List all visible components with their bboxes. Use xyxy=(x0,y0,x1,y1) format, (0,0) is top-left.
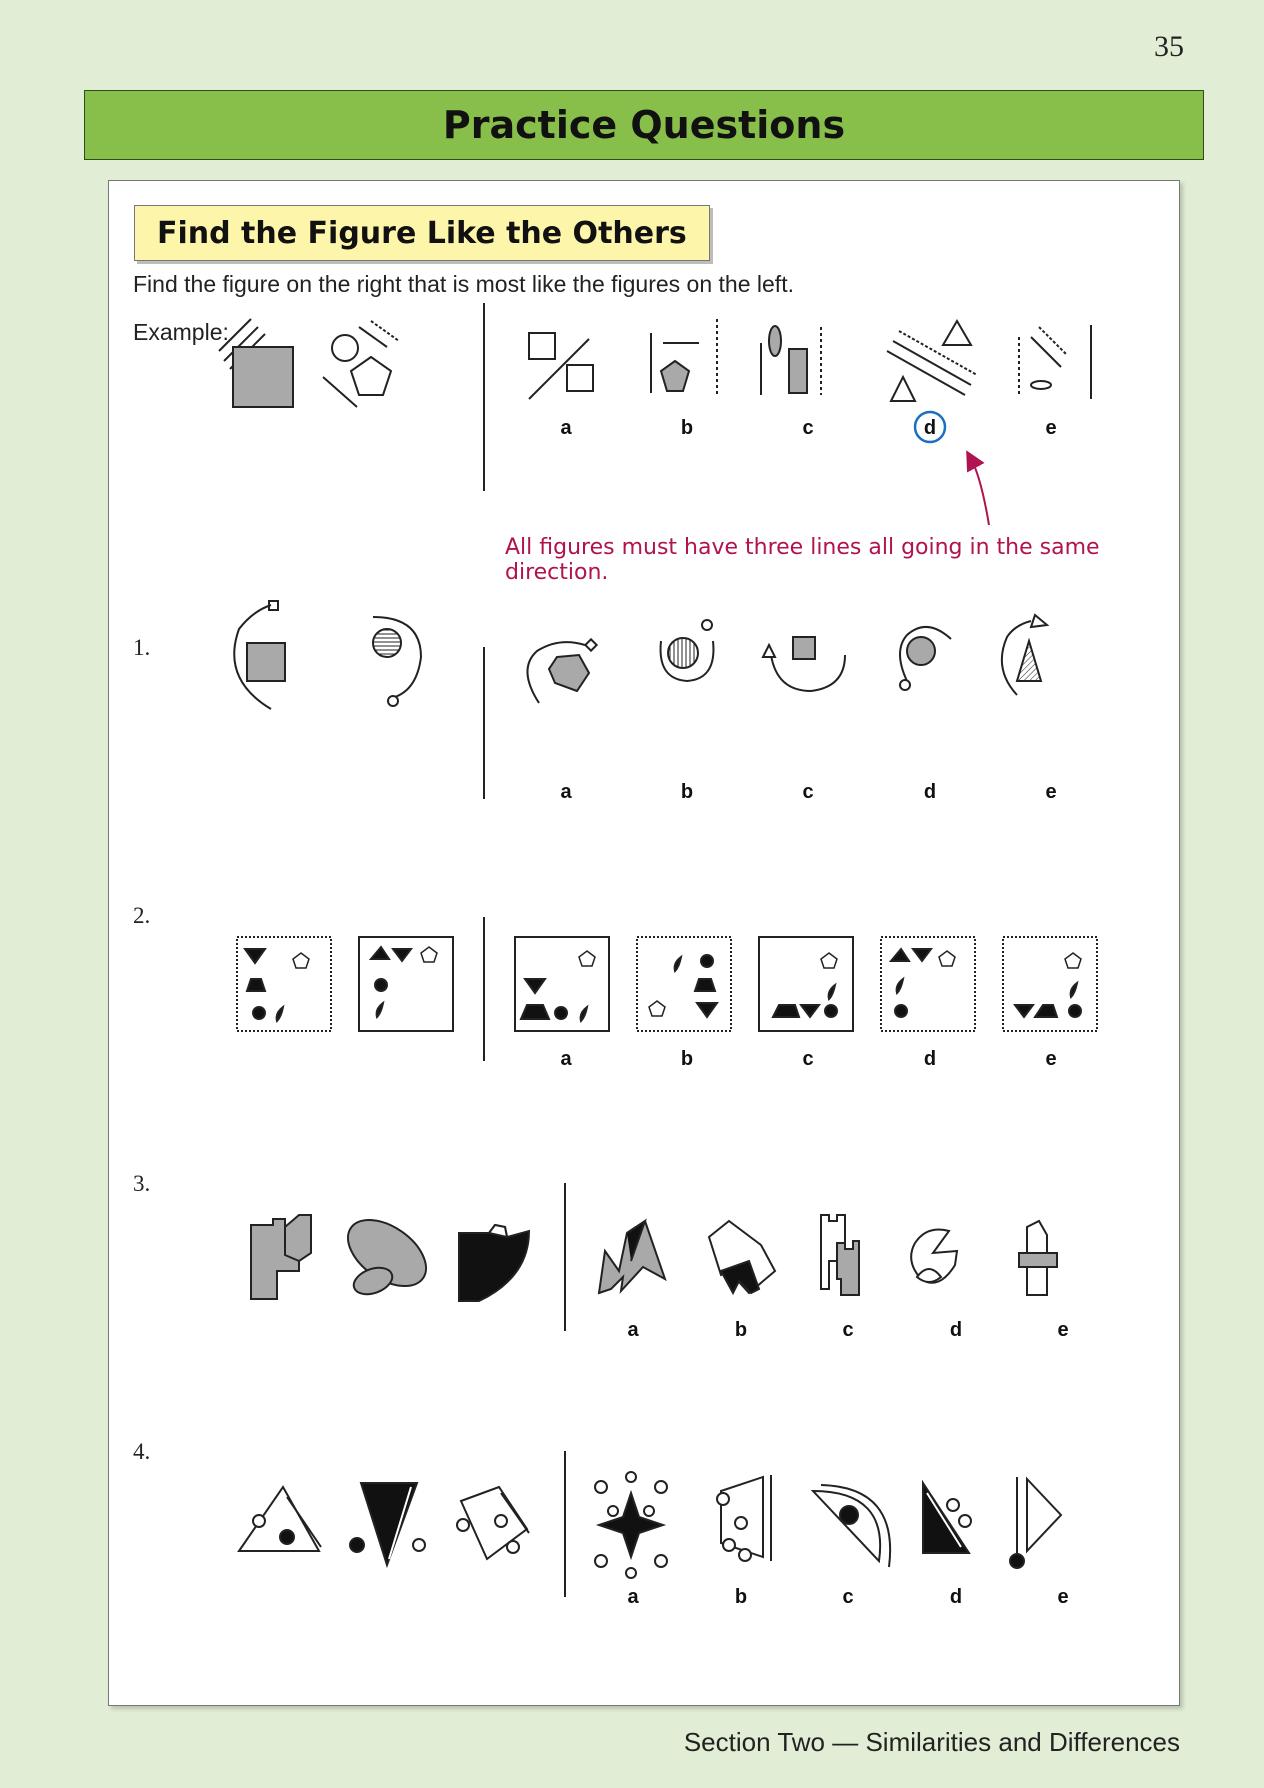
q1-option-a xyxy=(527,639,596,703)
example-label: Example: xyxy=(133,319,229,345)
q1-given-figure-1 xyxy=(234,601,285,709)
q1-label-a: a xyxy=(560,781,572,803)
question-number-4: 4. xyxy=(133,1439,151,1464)
q3-given-figure-3 xyxy=(459,1225,529,1301)
q4-label-b: b xyxy=(734,1586,748,1608)
example-option-labels xyxy=(560,417,1056,439)
example-given-figure-2 xyxy=(323,321,399,407)
example-label-e: e xyxy=(1045,417,1057,439)
q4-label-d: d xyxy=(949,1586,963,1608)
example-label-d: d xyxy=(923,417,937,439)
example-option-b xyxy=(651,319,717,395)
question-number-2: 2. xyxy=(133,903,151,928)
q3-option-b xyxy=(709,1221,775,1293)
q2-label-a: a xyxy=(560,1048,572,1070)
example-option-e xyxy=(1019,325,1091,399)
example-note: All figures must have three lines all going in the same direction. xyxy=(505,535,1100,585)
q1-option-e xyxy=(1002,615,1047,695)
q4-option-d xyxy=(923,1483,971,1553)
q2-option-e xyxy=(1003,937,1097,1031)
q4-option-e xyxy=(1010,1477,1061,1568)
q3-option-d xyxy=(911,1230,957,1283)
q3-label-e: e xyxy=(1057,1319,1069,1341)
q2-option-labels xyxy=(560,1048,1056,1070)
example-given-figure-1 xyxy=(219,319,293,407)
q1-label-e: e xyxy=(1045,781,1057,803)
instruction-text: Find the figure on the right that is most like the figures on the left. xyxy=(133,271,794,297)
question-number-1: 1. xyxy=(133,635,151,660)
page-footer: Section Two — Similarities and Differences xyxy=(683,1727,1180,1757)
q3-label-b: b xyxy=(734,1319,748,1341)
example-label-b: b xyxy=(680,417,694,439)
q4-option-c xyxy=(813,1485,890,1567)
figures-canvas xyxy=(109,181,1181,1707)
q1-option-labels xyxy=(560,781,1056,803)
q4-label-e: e xyxy=(1057,1586,1069,1608)
banner-title: Practice Questions xyxy=(442,103,846,147)
example-option-a xyxy=(529,333,593,399)
q3-given-figure-2 xyxy=(336,1206,438,1299)
q4-label-a: a xyxy=(627,1586,639,1608)
q1-option-d xyxy=(900,627,951,690)
q2-label-d: d xyxy=(923,1048,937,1070)
questions-panel xyxy=(108,180,1180,1706)
q3-option-e xyxy=(1019,1221,1057,1295)
q1-option-b xyxy=(661,620,714,681)
q2-label-b: b xyxy=(680,1048,694,1070)
q2-option-a xyxy=(515,937,609,1031)
q3-label-d: d xyxy=(949,1319,963,1341)
q2-option-d xyxy=(881,937,975,1031)
q1-option-c xyxy=(763,637,845,691)
q4-option-labels xyxy=(627,1586,1068,1608)
example-option-c xyxy=(761,326,821,395)
q4-given-figure-3 xyxy=(457,1487,529,1559)
q2-option-c xyxy=(759,937,853,1031)
page-banner xyxy=(84,90,1204,160)
q4-label-c: c xyxy=(842,1586,854,1608)
q3-given-figure-1 xyxy=(251,1215,311,1299)
q3-label-a: a xyxy=(627,1319,639,1341)
question-number-3: 3. xyxy=(133,1171,151,1196)
q2-given-figure-2 xyxy=(359,937,453,1031)
q3-option-a xyxy=(599,1221,665,1293)
example-label-c: c xyxy=(802,417,814,439)
q2-given-figure-1 xyxy=(237,937,331,1031)
q1-label-d: d xyxy=(923,781,937,803)
q2-option-b xyxy=(637,937,731,1031)
q4-given-figure-1 xyxy=(239,1487,321,1551)
page-number: 35 xyxy=(1154,30,1184,63)
q3-option-labels xyxy=(627,1319,1068,1341)
q1-given-figure-2 xyxy=(373,617,421,706)
q4-option-b xyxy=(717,1475,771,1561)
q1-label-b: b xyxy=(680,781,694,803)
q3-label-c: c xyxy=(842,1319,854,1341)
example-note-arrow xyxy=(971,459,989,525)
section-heading: Find the Figure Like the Others xyxy=(157,215,687,251)
q1-label-c: c xyxy=(802,781,814,803)
q4-given-figure-2 xyxy=(350,1483,425,1565)
example-label-a: a xyxy=(560,417,572,439)
example-option-d xyxy=(887,321,977,401)
q2-label-e: e xyxy=(1045,1048,1057,1070)
q4-option-a xyxy=(595,1472,667,1578)
q3-option-c xyxy=(821,1215,859,1295)
q2-label-c: c xyxy=(802,1048,814,1070)
